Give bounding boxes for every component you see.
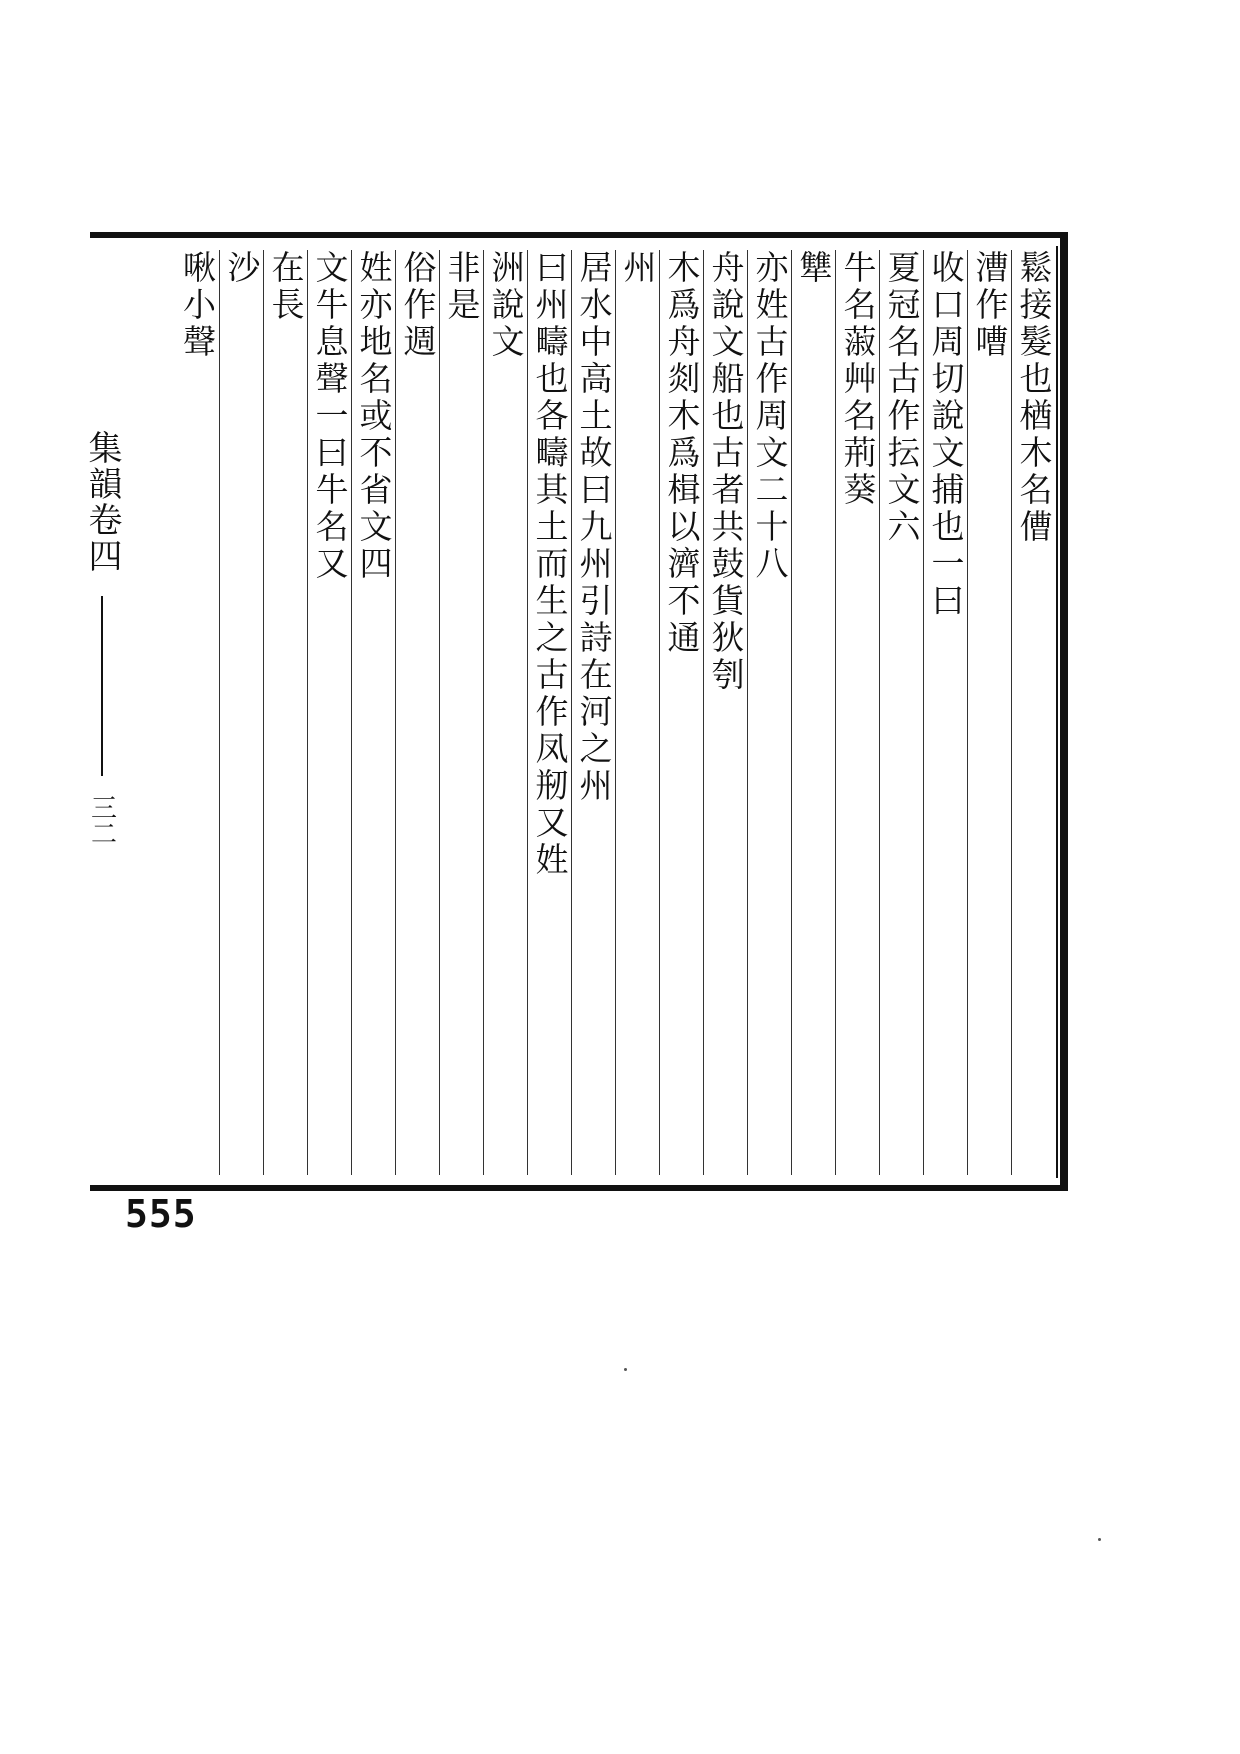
inner-border-rule — [1056, 246, 1058, 1178]
column-text: 鬆接髮也楢木名傮 — [1014, 250, 1054, 546]
text-column — [527, 250, 571, 1175]
text-column — [307, 250, 351, 1175]
text-column — [615, 250, 659, 1175]
column-text: 在長 — [266, 250, 306, 324]
column-text: 牛名蔋艸名荊葵 — [838, 250, 878, 509]
text-column — [747, 250, 791, 1175]
text-column — [1011, 250, 1055, 1175]
column-text: 非是 — [442, 250, 482, 324]
text-column — [263, 250, 307, 1175]
text-column — [483, 250, 527, 1175]
column-text: 居水中高土故曰九州引詩在河之州 — [574, 250, 614, 805]
text-column — [879, 250, 923, 1175]
column-text: 木爲舟剡木爲楫以濟不通 — [662, 250, 702, 657]
fore-edge-margin — [82, 430, 122, 1120]
text-column — [967, 250, 1011, 1175]
column-text: 洲說文 — [486, 250, 526, 361]
column-text: 舟說文船也古者共鼓貨狄刳 — [706, 250, 746, 694]
text-column — [439, 250, 483, 1175]
column-text: 漕作嘈 — [970, 250, 1010, 361]
column-text: 曰州疇也各疇其土而生之古作凤剏又姓 — [530, 250, 570, 879]
text-column — [703, 250, 747, 1175]
column-text: 亦姓古作周文二十八 — [750, 250, 790, 583]
scan-speck — [624, 1368, 627, 1371]
margin-folio-number: 三二 — [86, 794, 117, 846]
column-text: 啾小聲 — [178, 250, 217, 361]
text-column — [351, 250, 395, 1175]
column-text: 文牛息聲一曰牛名又 — [310, 250, 350, 583]
column-text: 犨 — [794, 250, 834, 287]
margin-book-title: 集韻卷四 — [82, 430, 122, 574]
text-column — [395, 250, 439, 1175]
page-number: 555 — [125, 1192, 197, 1236]
column-text: 收口周切說文捕也一曰 — [926, 250, 966, 620]
text-columns — [125, 250, 1055, 1175]
text-column — [923, 250, 967, 1175]
text-column — [175, 250, 219, 1175]
column-text: 沙 — [222, 250, 262, 287]
text-column — [791, 250, 835, 1175]
column-text: 夏冠名古作抎文六 — [882, 250, 922, 546]
column-text: 姓亦地名或不省文四 — [354, 250, 394, 583]
text-column — [571, 250, 615, 1175]
text-column — [835, 250, 879, 1175]
scan-speck — [1098, 1538, 1101, 1541]
text-column — [219, 250, 263, 1175]
margin-rule — [101, 596, 103, 776]
column-text: 州 — [618, 250, 658, 287]
column-text: 俗作週 — [398, 250, 438, 361]
text-column — [659, 250, 703, 1175]
